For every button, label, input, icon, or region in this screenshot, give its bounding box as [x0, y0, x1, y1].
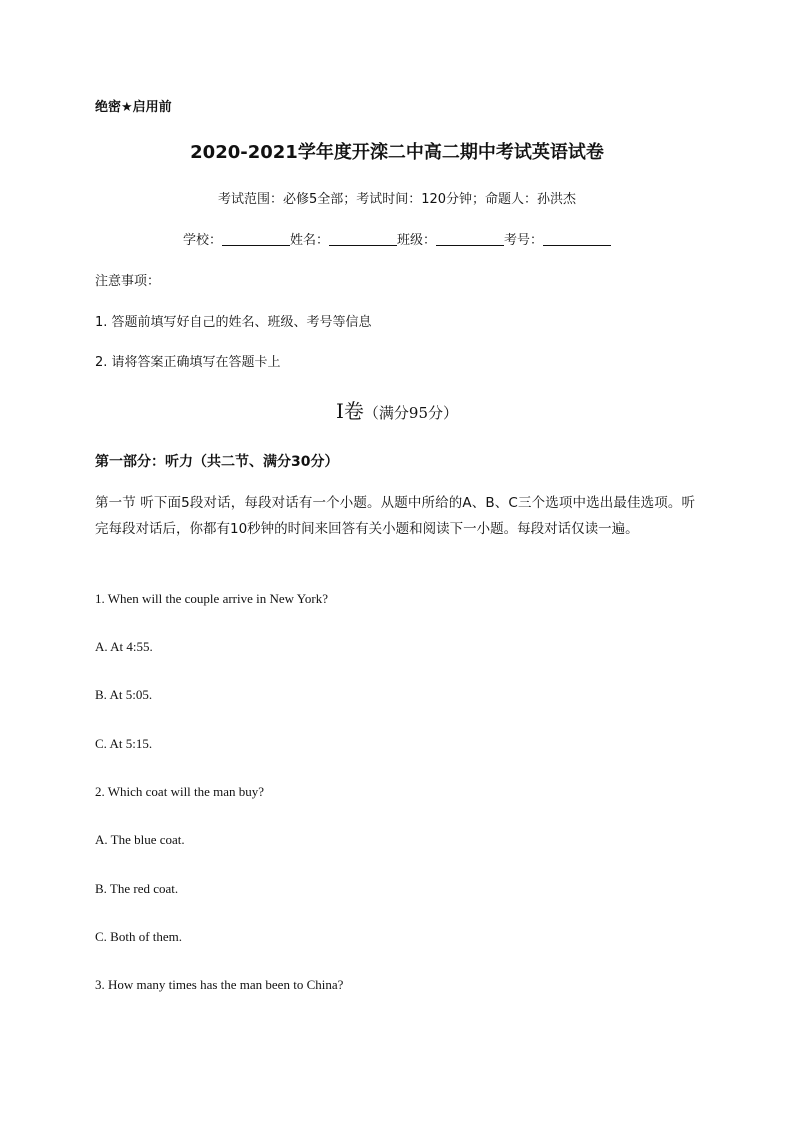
confidential-label: 绝密★启用前 [95, 100, 172, 115]
part-heading: 第一部分：听力（共二节、满分30分） [95, 454, 339, 470]
question-option: C. At 5:15. [95, 736, 153, 751]
name-label: 姓名： [289, 233, 329, 248]
question-option: C. Both of them. [95, 929, 183, 944]
volume-score: （满分95分） [363, 404, 458, 422]
exam-number-label: 考号： [504, 233, 544, 248]
volume-name: Ⅰ卷 [336, 399, 364, 423]
school-label: 学校： [182, 233, 222, 248]
question-option: A. The blue coat. [95, 832, 185, 847]
school-blank[interactable] [222, 232, 290, 246]
volume-heading [0, 395, 794, 424]
student-info-fields [0, 229, 794, 248]
exam-title: 2020-2021学年度开滦二中高二期中考试英语试卷 [190, 142, 604, 163]
class-blank[interactable] [436, 232, 504, 246]
exam-number-blank[interactable] [543, 232, 611, 246]
notice-item: 1. 答题前填写好自己的姓名、班级、考号等信息 [95, 315, 372, 330]
section-instructions: 第一节 听下面5段对话，每段对话有一个小题。从题中所给的A、B、C三个选项中选出最佳选项。听完每段对话后，你都有10秒钟的时间来回答有关小题和阅读下一小题。每段对话仅读一遍。 [95, 495, 695, 537]
class-label: 班级： [397, 233, 437, 248]
exam-meta: 考试范围：必修5全部；考试时间：120分钟；命题人：孙洪杰 [217, 192, 577, 207]
question-option: B. At 5:05. [95, 687, 153, 702]
question-stem: 3. How many times has the man been to China? [95, 977, 344, 992]
notice-item: 2. 请将答案正确填写在答题卡上 [95, 355, 281, 370]
question-option: A. At 4:55. [95, 639, 153, 654]
name-blank[interactable] [329, 232, 397, 246]
question-stem: 1. When will the couple arrive in New York? [95, 591, 328, 606]
question-stem: 2. Which coat will the man buy? [95, 784, 265, 799]
question-option: B. The red coat. [95, 881, 179, 896]
notice-title: 注意事项： [95, 274, 161, 289]
